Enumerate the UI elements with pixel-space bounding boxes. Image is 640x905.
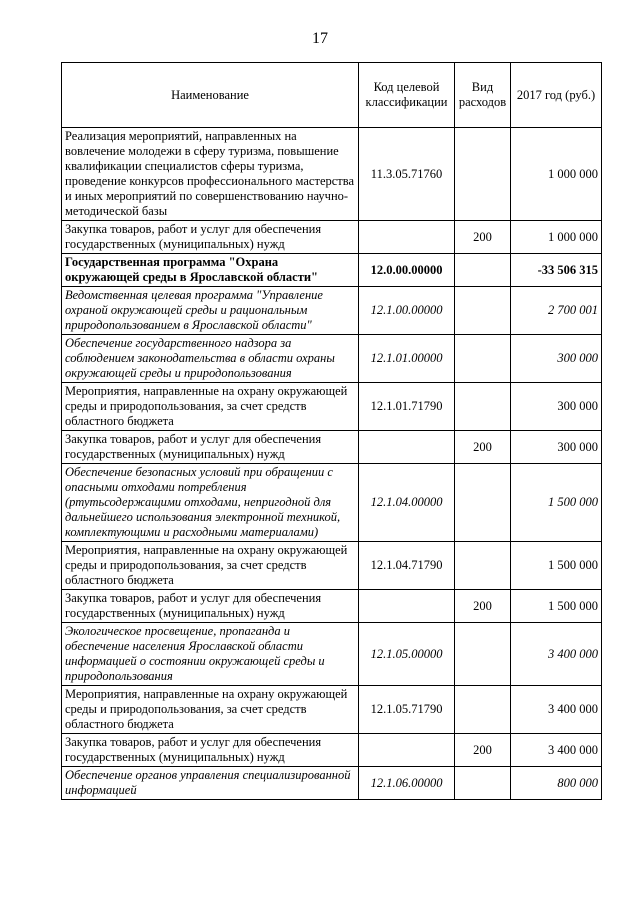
- cell-code: [359, 221, 455, 254]
- header-type: Вид расходов: [455, 63, 511, 128]
- table-row: [62, 590, 602, 623]
- table-row: [62, 254, 602, 287]
- table-body: [62, 128, 602, 800]
- table-row: [62, 767, 602, 800]
- cell-type: 200: [455, 431, 511, 464]
- cell-type: 200: [455, 734, 511, 767]
- header-code: Код целевой классификации: [359, 63, 455, 128]
- header-name: Наименование: [62, 63, 359, 128]
- cell-name: Обеспечение государственного надзора за соблюдением законодательства в области охраны окружающей среды и природопользования: [62, 335, 359, 383]
- cell-sum: 1 500 000: [511, 464, 602, 542]
- cell-name: Закупка товаров, работ и услуг для обеспечения государственных (муниципальных) нужд: [62, 590, 359, 623]
- cell-code: 12.1.01.00000: [359, 335, 455, 383]
- cell-code: 12.1.04.00000: [359, 464, 455, 542]
- cell-name: Мероприятия, направленные на охрану окружающей среды и природопользования, за счет средств областного бюджета: [62, 686, 359, 734]
- table-row: [62, 431, 602, 464]
- cell-sum: 3 400 000: [511, 623, 602, 686]
- cell-code: [359, 431, 455, 464]
- table-row: [62, 287, 602, 335]
- cell-sum: 3 400 000: [511, 686, 602, 734]
- cell-type: [455, 383, 511, 431]
- cell-name: Реализация мероприятий, направленных на вовлечение молодежи в сферу туризма, повышение квалификации специалистов сферы туризма, проведение конкурсов профессионального мастерства и иных мероприятий по совершенствованию научно-методической базы: [62, 128, 359, 221]
- cell-name: Мероприятия, направленные на охрану окружающей среды и природопользования, за счет средств областного бюджета: [62, 542, 359, 590]
- cell-type: [455, 542, 511, 590]
- cell-name: Закупка товаров, работ и услуг для обеспечения государственных (муниципальных) нужд: [62, 221, 359, 254]
- cell-sum: 1 000 000: [511, 128, 602, 221]
- cell-type: [455, 686, 511, 734]
- cell-sum: 300 000: [511, 431, 602, 464]
- cell-name: Мероприятия, направленные на охрану окружающей среды и природопользования, за счет средств областного бюджета: [62, 383, 359, 431]
- table-header-row: [62, 63, 602, 128]
- table-row: [62, 542, 602, 590]
- cell-code: 12.0.00.00000: [359, 254, 455, 287]
- header-sum: 2017 год (руб.): [511, 63, 602, 128]
- table-row: [62, 383, 602, 431]
- cell-type: 200: [455, 590, 511, 623]
- cell-name: Государственная программа "Охрана окружающей среды в Ярославской области": [62, 254, 359, 287]
- cell-sum: -33 506 315: [511, 254, 602, 287]
- cell-name: Экологическое просвещение, пропаганда и обеспечение населения Ярославской области информацией о состоянии окружающей среды и природопользования: [62, 623, 359, 686]
- cell-type: [455, 254, 511, 287]
- cell-sum: 1 500 000: [511, 590, 602, 623]
- table-row: [62, 464, 602, 542]
- cell-sum: 800 000: [511, 767, 602, 800]
- cell-sum: 3 400 000: [511, 734, 602, 767]
- cell-name: Ведомственная целевая программа "Управление охраной окружающей среды и рациональным природопользованием в Ярославской области": [62, 287, 359, 335]
- cell-type: [455, 128, 511, 221]
- cell-code: [359, 590, 455, 623]
- cell-code: 12.1.00.00000: [359, 287, 455, 335]
- cell-name: Закупка товаров, работ и услуг для обеспечения государственных (муниципальных) нужд: [62, 431, 359, 464]
- table-row: [62, 734, 602, 767]
- cell-sum: 300 000: [511, 383, 602, 431]
- cell-sum: 1 500 000: [511, 542, 602, 590]
- page-number: 17: [312, 30, 328, 47]
- table-row: [62, 221, 602, 254]
- cell-sum: 2 700 001: [511, 287, 602, 335]
- table-row: [62, 128, 602, 221]
- cell-type: [455, 464, 511, 542]
- cell-name: Обеспечение безопасных условий при обращении с опасными отходами потребления (ртутьсодержащими отходами, непригодной для дальнейшего использования электронной техникой, комплектующими и расходными материалами): [62, 464, 359, 542]
- cell-sum: 300 000: [511, 335, 602, 383]
- cell-code: 12.1.05.00000: [359, 623, 455, 686]
- cell-type: [455, 623, 511, 686]
- cell-name: Обеспечение органов управления специализированной информацией: [62, 767, 359, 800]
- cell-code: [359, 734, 455, 767]
- cell-code: 12.1.01.71790: [359, 383, 455, 431]
- table-row: [62, 623, 602, 686]
- cell-code: 12.1.05.71790: [359, 686, 455, 734]
- table-row: [62, 335, 602, 383]
- cell-type: [455, 287, 511, 335]
- cell-sum: 1 000 000: [511, 221, 602, 254]
- budget-table: [61, 62, 602, 800]
- cell-type: [455, 767, 511, 800]
- table-row: [62, 686, 602, 734]
- cell-code: 11.3.05.71760: [359, 128, 455, 221]
- cell-type: 200: [455, 221, 511, 254]
- cell-name: Закупка товаров, работ и услуг для обеспечения государственных (муниципальных) нужд: [62, 734, 359, 767]
- cell-type: [455, 335, 511, 383]
- cell-code: 12.1.06.00000: [359, 767, 455, 800]
- cell-code: 12.1.04.71790: [359, 542, 455, 590]
